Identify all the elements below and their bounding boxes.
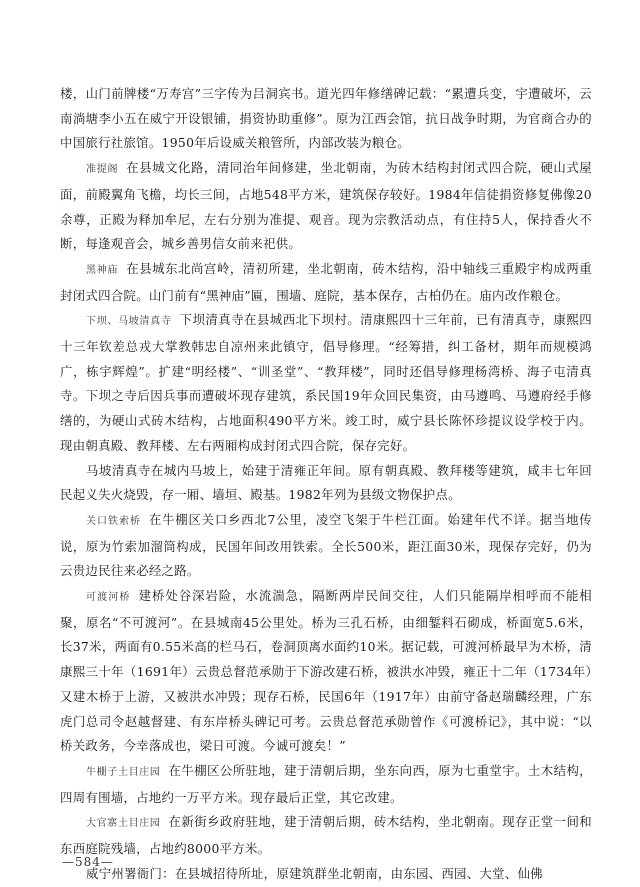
paragraph-text: 在牛棚区关口乡西北7公里，凌空飞架于牛栏江面。始建年代不详。据当地传说，原为竹索加溜筒构成，民国年间改用铁索。全长500米，距江面30米，现保存完好，仍为云贵边民往来必经之路。 xyxy=(60,511,592,579)
entry-heading: 准提阁 xyxy=(86,164,119,176)
paragraph-text: 在新街乡政府驻地，建于清朝后期，砖木结构，坐北朝南。现存正堂一间和东西庭院残墙，占地约8000平方米。 xyxy=(60,814,593,857)
paragraph-text: 马坡清真寺在城内马坡上，始建于清雍正年间。原有朝真殿、教拜楼等建筑，咸丰七年回民起义失火烧毁，存一厢、墙垣、殿基。1982年列为县级文物保护点。 xyxy=(60,462,592,503)
paragraph xyxy=(60,156,592,257)
paragraph xyxy=(60,508,592,584)
paragraph xyxy=(60,459,592,508)
page-body xyxy=(60,82,592,887)
entry-heading: 大官寨土目庄园 xyxy=(86,818,161,830)
page-number: —584— xyxy=(62,855,114,869)
paragraph xyxy=(60,862,592,887)
paragraph-text: 在县城文化路，清同治年间修建，坐北朝南，为砖木结构封闭式四合院，硬山式屋面，前殿翼角飞檐，均长三间，占地548平方米，建筑保存较好。1984年信徒捐资修复佛像20余尊，正殿为释加牟尼，左右分别为准提、观音。现为宗教活动点，有住持5人，保持香火不断，每逢观音会，城乡善男信女前来祀供。 xyxy=(60,160,592,252)
paragraph xyxy=(60,759,592,810)
paragraph xyxy=(60,82,592,156)
paragraph xyxy=(60,257,592,308)
entry-heading: 关口铁索桥 xyxy=(86,515,141,527)
entry-heading: 下坝、马坡清真寺 xyxy=(86,316,172,328)
paragraph xyxy=(60,308,592,458)
paragraph-text: 建桥处谷深岩险，水流湍急，隔断两岸民间交往，人们只能隔岸相呼而不能相聚，原名“不可渡河”。在县城南45公里处。桥为三孔石桥，由细錾料石砌成，桥面宽5.6米，长37米，两面有0.55米高的栏马石，卷洞顶离水面约10米。据记载，可渡河桥最早为木桥，清康熙三十年（1691年）云贵总督范承勋于下游改建石桥，被洪水冲毁，雍正十二年（1734年）又建木桥于上游，又被洪水冲毁；现存石桥，民国6年（1917年）由前守备赵瑞麟经理，广东虎门总司令赵越督建、有东岸桥头碑记可考。云贵总督范承勋曾作《可渡桥记》，其中说：“以桥关政务，今幸落成也，梁日可渡。今诚可渡矣！” xyxy=(60,588,593,754)
paragraph-text: 在牛棚区公所驻地，建于清朝后期，坐东向西，原为七重堂宇。土木结构，四周有围墙，占地约一万平方米。现存最后正堂，其它改建。 xyxy=(60,762,593,805)
entry-heading: 黑神庙 xyxy=(86,264,119,276)
paragraph xyxy=(60,810,592,861)
paragraph-text: 下坝清真寺在县城西北下坝村。清康熙四十三年前，已有清真寺，康熙四十三年钦差总戎大掌教韩忠自凉州来此镇守，倡导修理。“经筹措，纠工备材，期年而规模鸿广，栋宇辉煌”。扩建“明经楼”、“训圣堂”、“教拜楼”，同时还倡导修理杨湾桥、海子屯清真寺。下坝之寺后因兵事而遭破坏现存建筑，系民国19年众回民集资，由马遵鸣、马遵府经手修缮的，为硬山式砖木结构，占地面积490平方米。竣工时，威宁县长陈怀珍提议设学校于内。现由朝真殿、教拜楼、左右两厢构成封闭式四合院，保存完好。 xyxy=(60,312,592,453)
paragraph-text: 在县城东北尚宫岭，清初所建，坐北朝南，砖木结构，沿中轴线三重殿宇构成两重封闭式四合院。山门前有“黑神庙”匾，围墙、庭院，基本保存，古柏仍在。庙内改作粮仓。 xyxy=(60,260,592,303)
entry-heading: 牛棚子土目庄园 xyxy=(86,766,161,778)
paragraph-text: 楼，山门前牌楼“万寿宫”三字传为吕洞宾书。道光四年修缮碑记载：“累遭兵变，宇遭破坏，云南淌塘李小五在威宁开设银铺，捐资协助重修”。原为江西会馆，抗日战争时期，为官商合办的中国旅行社旅馆。1950年后设威关粮管所，内部改装为粮仓。 xyxy=(60,86,592,151)
paragraph xyxy=(60,584,592,759)
entry-heading: 可渡河桥 xyxy=(86,592,131,604)
paragraph-text: 威宁州署衙门：在县城招待所址，原建筑群坐北朝南，由东园、西园、大堂、仙佛 xyxy=(86,865,543,881)
